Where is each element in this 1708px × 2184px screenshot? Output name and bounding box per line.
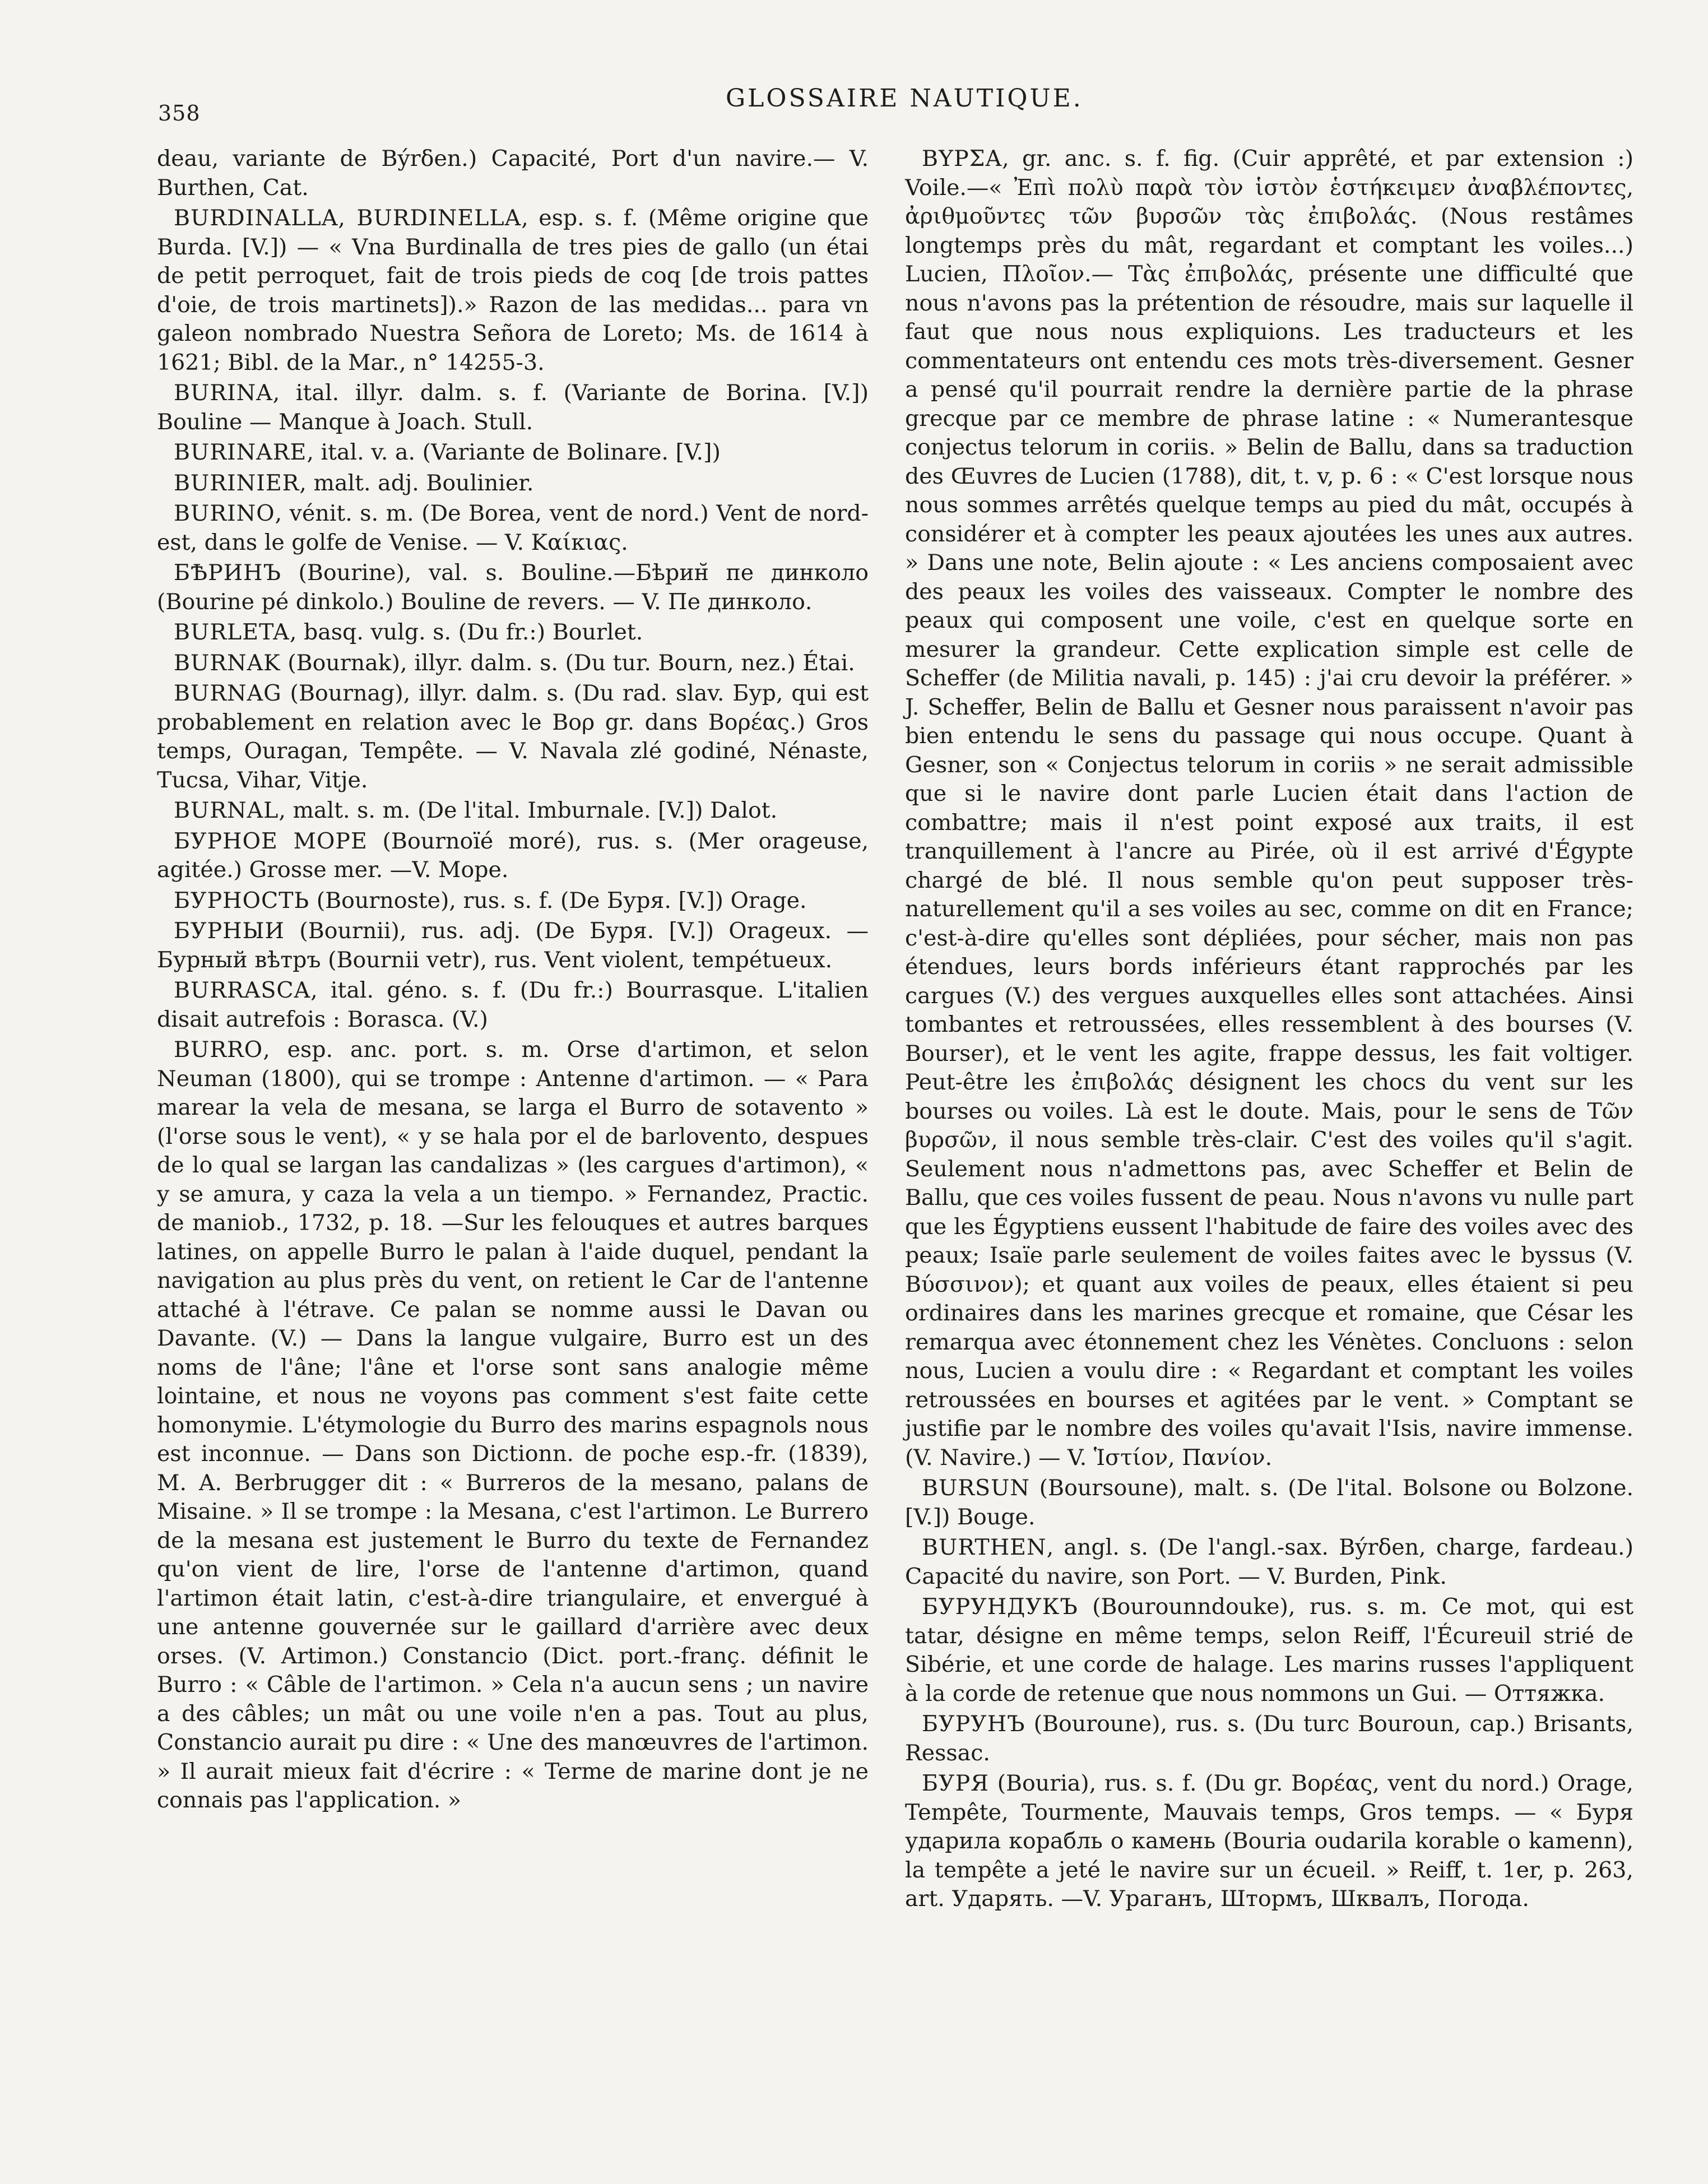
entry-text: (Bournoste), rus. s. f. (De Буря. [V.]) Orage. bbox=[309, 887, 807, 914]
entry-text: , malt. s. m. (De l'ital. Imburnale. [V.]) Dalot. bbox=[279, 797, 778, 823]
dictionary-entry bbox=[157, 976, 869, 1034]
entry-text: , malt. adj. Boulinier. bbox=[299, 470, 534, 496]
entry-headword: БУРЯ bbox=[922, 1770, 990, 1796]
entry-headword: BURDINALLA, BURDINELLA bbox=[174, 205, 522, 231]
dictionary-entry bbox=[157, 1036, 869, 1815]
entry-text: , angl. s. (De l'angl.-sax. Βýrδen, charge, fardeau.) Capacité du navire, son Port. — V. Burden, Pink. bbox=[905, 1534, 1633, 1589]
dictionary-entry bbox=[905, 1593, 1633, 1708]
entry-text: (Bournii), rus. adj. (De Буря. [V.]) Orageux. — Бурный вѣтръ (Bournii vetr), rus. Vent violent, tempétueux. bbox=[157, 918, 869, 973]
dictionary-entry bbox=[905, 1474, 1633, 1532]
dictionary-entry bbox=[157, 887, 869, 916]
dictionary-entry bbox=[157, 204, 869, 377]
dictionary-entry bbox=[157, 145, 869, 202]
entry-headword: BURINIER bbox=[174, 470, 300, 496]
dictionary-entry bbox=[157, 499, 869, 557]
entry-text: (Bourounndouke), rus. s. m. Ce mot, qui est tatar, désigne en même temps, selon Reiff, l'Écureuil strié de Sibérie, et une corde de halage. Les marins russes l'appliquent à la corde de retenue que nous nommons un Gui. — Оттяжка. bbox=[905, 1594, 1633, 1707]
dictionary-entry bbox=[157, 469, 869, 498]
entry-text: , ital. géno. s. f. (Du fr.:) Bourrasque. L'italien disait autrefois : Borasca. (V.) bbox=[157, 977, 869, 1032]
entry-text: (Bournag), illyr. dalm. s. (Du rad. slav. Бур, qui est probablement en relation avec le Βορ gr. dans Βορέας.) Gros temps, Ouragan, Tempête. — V. Navala zlé godiné, Nénaste, Tucsa, Vihar, Vitje. bbox=[157, 680, 869, 793]
entry-headword: BURNAG bbox=[174, 680, 282, 706]
dictionary-entry bbox=[905, 1533, 1633, 1591]
entry-text: , esp. s. f. (Même origine que Burda. [V.]) — « Vna Burdinalla de tres pies de gallo (un étai de petit perroquet, fait de trois pieds de coq [de trois pattes d'oie, de trois martinets]).» Razon de las medidas... para vn galeon nombrado Nuestra Señora de Loreto; Ms. de 1614 à 1621; Bibl. de la Mar., n° 14255-3. bbox=[157, 205, 869, 375]
entry-headword: БУРНОЕ МОРЕ bbox=[174, 828, 368, 854]
dictionary-entry bbox=[157, 649, 869, 678]
right-column bbox=[905, 145, 1633, 1916]
dictionary-entry bbox=[905, 145, 1633, 1472]
entry-text: , vénit. s. m. (De Borea, vent de nord.) Vent de nord-est, dans le golfe de Venise. — V. Καίκιας. bbox=[157, 500, 869, 555]
entry-headword: БУРУНДУКЪ bbox=[922, 1594, 1078, 1620]
entry-text: (Bouria), rus. s. f. (Du gr. Βορέας, vent du nord.) Orage, Tempête, Tourmente, Mauvais temps, Gros temps. — « Буря ударила корабль о камень (Bouria oudarila korable o kamenn), la tempête a jeté le navire sur un écueil. » Reiff, t. 1er, p. 263, art. Ударять. —V. Ураганъ, Штормъ, Шквалъ, Погода. bbox=[905, 1770, 1633, 1912]
entry-headword: BURRO bbox=[174, 1037, 263, 1063]
entry-headword: БУРНОСТЬ bbox=[174, 887, 310, 914]
entry-headword: BURSUN bbox=[922, 1475, 1030, 1501]
entry-headword: BURLETA bbox=[174, 619, 290, 645]
entry-headword: БѢРИНЪ bbox=[174, 560, 281, 586]
dictionary-entry bbox=[157, 679, 869, 795]
entry-text: , gr. anc. s. f. fig. (Cuir apprêté, et par extension :) Voile.—« Ἐπὶ πολὺ παρὰ τὸν ἱστὸν ἑστήκειμεν ἀναβλέποντες, ἀριθμοῦντες τῶν βυρσῶν τὰς ἐπιβολάς. (Nous restâmes longtemps près du mât, regardant et comptant les voiles...) Lucien, Πλοῖον.— Τὰς ἐπιβολάς, présente une difficulté que nous n'avons pas la prétention de résoudre, mais sur laquelle il faut que nous nous expliquions. Les traducteurs et les commentateurs ont entendu ces mots très-diversement. Gesner a pensé qu'il pourrait rendre la dernière partie de la phrase grecque par ce membre de phrase latine : « Numerantesque conjectus telorum in coriis. » Belin de Ballu, dans sa traduction des Œuvres de Lucien (1788), dit, t. v, p. 6 : « C'est lorsque nous nous sommes arrêtés quelque temps au pied du mât, occupés à considérer et à compter les peaux ajoutées les unes aux autres. » Dans une note, Belin ajoute : « Les anciens composaient avec des peaux les voiles des vaisseaux. Compter le nombre des peaux qui composent une voile, c'est en quelque sorte en mesurer la grandeur. Cette explication simple est celle de Scheffer (de Militia navali, p. 145) : j'ai cru devoir la préférer. » J. Scheffer, Belin de Ballu et Gesner nous paraissent n'avoir pas bien entendu le sens du passage qui nous occupe. Quant à Gesner, son « Conjectus telorum in coriis » ne serait admissible que si le navire dont parle Lucien était dans l'action de combattre; mais il n'est point exposé aux traits, il est tranquillement à l'ancre au Pirée, où il est arrivé d'Égypte chargé de blé. Il nous semble qu'on peut supposer très-naturellement qu'il a ses voiles au sec, comme on dit en France; c'est-à-dire qu'elles sont dépliées, pour sécher, mais non pas étendues, leurs bords inférieurs étant rapprochés par les cargues (V.) des vergues auxquelles elles sont attachées. Ainsi tombantes et retroussées, elles ressemblent à des bourses (V. Bourser), et le vent les agite, frappe dessus, les fait voltiger. Peut-être les ἐπιβολάς désignent les chocs du vent sur les bourses ou voiles. Là est le doute. Mais, pour le sens de Τῶν βυρσῶν, il nous semble très-clair. C'est des voiles qu'il s'agit. Seulement nous n'admettons pas, avec Scheffer et Belin de Ballu, que ces voiles fussent de peau. Nous n'avons vu nulle part que les Égyptiens eussent l'habitude de faire des voiles avec des peaux; Isaïe parle seulement de voiles faites avec le byssus (V. Βύσσινον); et quant aux voiles de peaux, elles étaient si peu ordinaires dans les marines grecque et romaine, que César les remarqua avec étonnement chez les Vénètes. Concluons : selon nous, Lucien a voulu dire : « Regardant et comptant les voiles retroussées en bourses et agitées par le vent. » Comptant se justifie par le nombre des voiles qu'avait l'Isis, navire immense. (V. Navire.) — V. Ἱστίον, Πανίον. bbox=[905, 146, 1633, 1471]
entry-text: , esp. anc. port. s. m. Orse d'artimon, et selon Neuman (1800), qui se trompe : Antenne d'artimon. — « Para marear la vela de mesana, se larga el Burro de sotavento » (l'orse sous le vent), « y se hala por el de barlovento, despues de lo qual se largan las candalizas » (les cargues d'artimon), « y se amura, y caza la vela a un tiempo. » Fernandez, Practic. de maniob., 1732, p. 18. —Sur les felouques et autres barques latines, on appelle Burro le palan à l'aide duquel, pendant la navigation au plus près du vent, on retient le Car de l'antenne attaché à l'étrave. Ce palan se nomme aussi le Davan ou Davante. (V.) — Dans la langue vulgaire, Burro est un des noms de l'âne; l'âne et l'orse sont sans analogie même lointaine, et nous ne voyons pas comment s'est faite cette homonymie. L'étymologie du Burro des marins espagnols nous est inconnue. — Dans son Dictionn. de poche esp.-fr. (1839), M. A. Berbrugger dit : « Burreros de la mesano, palans de Misaine. » Il se trompe : la Mesana, c'est l'artimon. Le Burrero de la mesana est justement le Burro du texte de Fernandez qu'on vient de lire, l'orse de l'antenne d'artimon, quand l'artimon était latin, c'est-à-dire triangulaire, et envergué à une antenne gouvernée sur le gaillard d'arrière avec deux orses. (V. Artimon.) Constancio (Dict. port.-franç. définit le Burro : « Câble de l'artimon. » Cela n'a aucun sens ; un navire a des câbles; un mât ou une voile n'en a pas. Tout au plus, Constancio aurait pu dire : « Une des manœuvres de l'artimon. » Il aurait mieux fait d'écrire : « Terme de marine dont je ne connais pas l'application. » bbox=[157, 1037, 869, 1813]
dictionary-entry bbox=[905, 1710, 1633, 1768]
entry-headword: BURTHEN bbox=[922, 1534, 1047, 1560]
entry-headword: BURINO bbox=[174, 500, 275, 526]
entry-headword: БУРУНЪ bbox=[922, 1711, 1025, 1737]
left-column bbox=[157, 145, 869, 1817]
entry-text: (Bournak), illyr. dalm. s. (Du tur. Bourn, nez.) Étai. bbox=[280, 650, 855, 676]
dictionary-entry bbox=[157, 438, 869, 467]
running-title: GLOSSAIRE NAUTIQUE. bbox=[726, 84, 1083, 113]
entry-text: deau, variante de Βýrδen.) Capacité, Port d'un navire.— V. Burthen, Cat. bbox=[157, 146, 869, 201]
entry-text: (Bourine), val. s. Bouline.—Бѣрин̆ пе динколо (Bourine pé dinkolo.) Bouline de revers. — V. Пе динколо. bbox=[157, 560, 869, 615]
entry-headword: БУРНЫИ bbox=[174, 918, 285, 944]
entry-headword: BURRASCA bbox=[174, 977, 311, 1003]
entry-headword: BURINARE bbox=[174, 439, 307, 465]
entry-headword: BURNAK bbox=[174, 650, 281, 676]
dictionary-entry bbox=[157, 559, 869, 616]
dictionary-entry bbox=[157, 618, 869, 647]
dictionary-entry bbox=[905, 1769, 1633, 1914]
dictionary-entry bbox=[157, 379, 869, 437]
entry-text: (Bournoïé moré), rus. s. (Mer orageuse, agitée.) Grosse mer. —V. Море. bbox=[157, 828, 869, 883]
entry-text: , basq. vulg. s. (Du fr.:) Bourlet. bbox=[289, 619, 643, 645]
dictionary-entry bbox=[157, 917, 869, 975]
entry-headword: BURINA bbox=[174, 380, 273, 406]
entry-text: (Bouroune), rus. s. (Du turc Bouroun, cap.) Brisants, Ressac. bbox=[905, 1711, 1633, 1766]
dictionary-entry bbox=[157, 796, 869, 826]
page-number: 358 bbox=[158, 101, 201, 126]
dictionary-entry bbox=[157, 827, 869, 885]
entry-headword: ΒΥΡΣΑ bbox=[922, 146, 1002, 171]
entry-text: , ital. illyr. dalm. s. f. (Variante de Borina. [V.]) Bouline — Manque à Joach. Stull. bbox=[157, 380, 869, 435]
entry-text: (Boursoune), malt. s. (De l'ital. Bolsone ou Bolzone. [V.]) Bouge. bbox=[905, 1475, 1633, 1530]
entry-headword: BURNAL bbox=[174, 797, 279, 823]
entry-text: , ital. v. a. (Variante de Bolinare. [V.]) bbox=[307, 439, 721, 465]
